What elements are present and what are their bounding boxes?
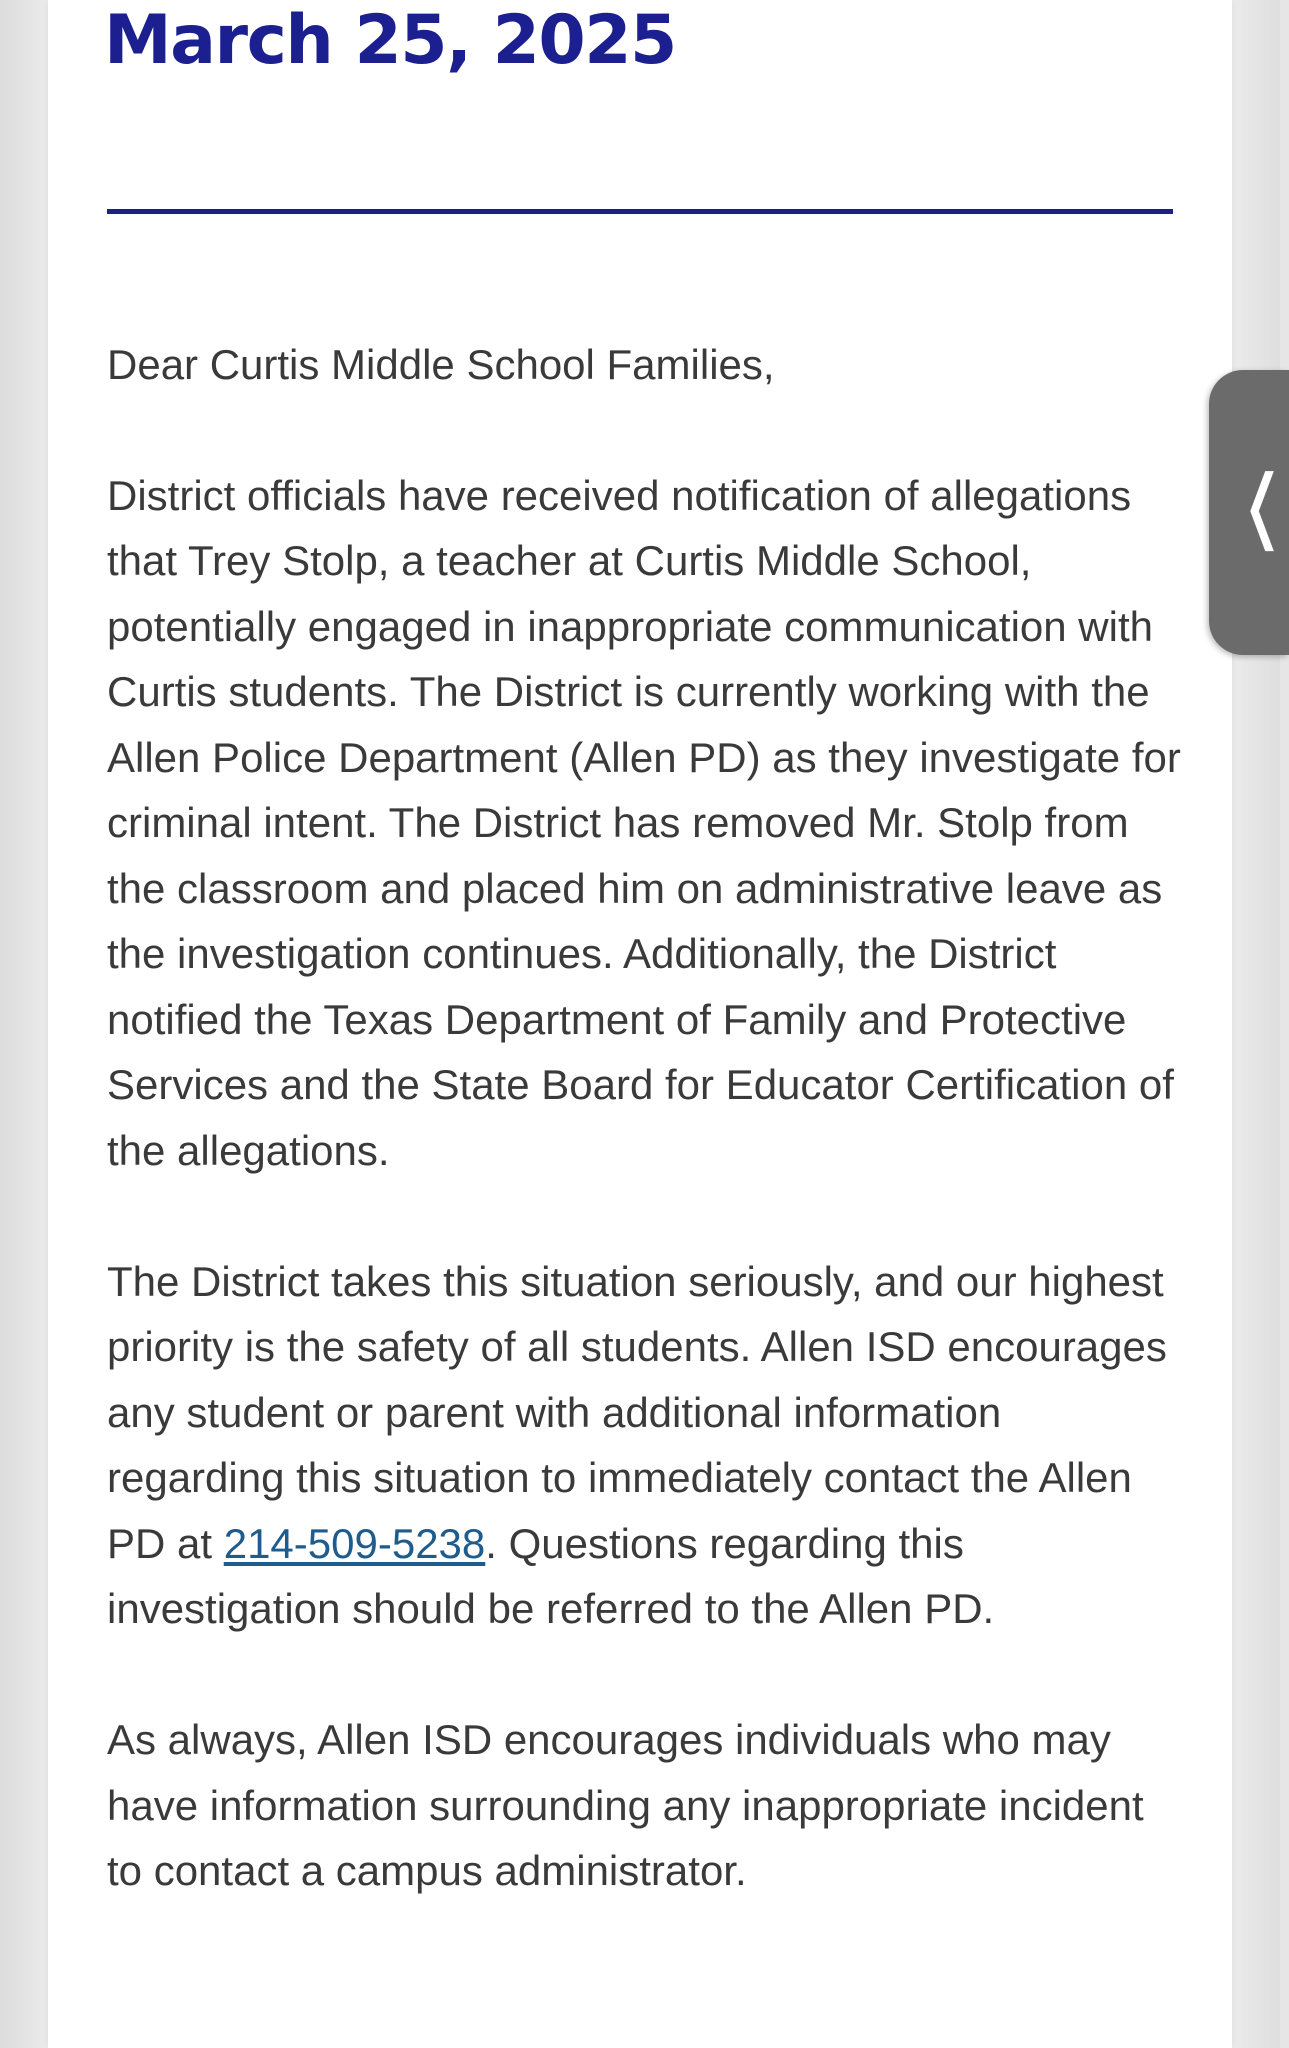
paragraph-2-text-after: . Questions regarding this investigation should be referred to the Allen PD. — [107, 1519, 995, 1632]
letter-paragraph-2 — [107, 1249, 1187, 1642]
side-panel-toggle[interactable] — [1209, 370, 1289, 655]
page-background-left — [0, 0, 48, 2048]
letter-greeting: Dear Curtis Middle School Families, — [107, 341, 775, 388]
paragraph-2-text-before: The District takes this situation seriously, and our highest priority is the safety of all students. Allen ISD encourages any student or parent with additional information regarding this situation to immediately contact the Allen PD at — [107, 1257, 1167, 1567]
page-background-right — [1232, 0, 1280, 2048]
letter-paragraph-3: As always, Allen ISD encourages individuals who may have information surrounding any inappropriate incident to contact a campus administrator. — [107, 1716, 1144, 1894]
chevron-left-icon: ❬ — [1237, 458, 1288, 551]
heading-divider — [107, 209, 1173, 214]
letter-body — [107, 332, 1187, 1969]
post-date-heading: March 25, 2025 — [104, 1, 676, 80]
allen-pd-phone-link[interactable]: 214-509-5238 — [223, 1519, 486, 1567]
letter-paragraph-1: District officials have received notification of allegations that Trey Stolp, a teacher at Curtis Middle School, potentially engaged in inappropriate communication with Curtis students. The District is currently working with the Allen Police Department (Allen PD) as they investigate for criminal intent. The District has removed Mr. Stolp from the classroom and placed him on administrative leave as the investigation continues. Additionally, the District notified the Texas Department of Family and Protective Services and the State Board for Educator Certification of the allegations. — [107, 471, 1181, 1174]
